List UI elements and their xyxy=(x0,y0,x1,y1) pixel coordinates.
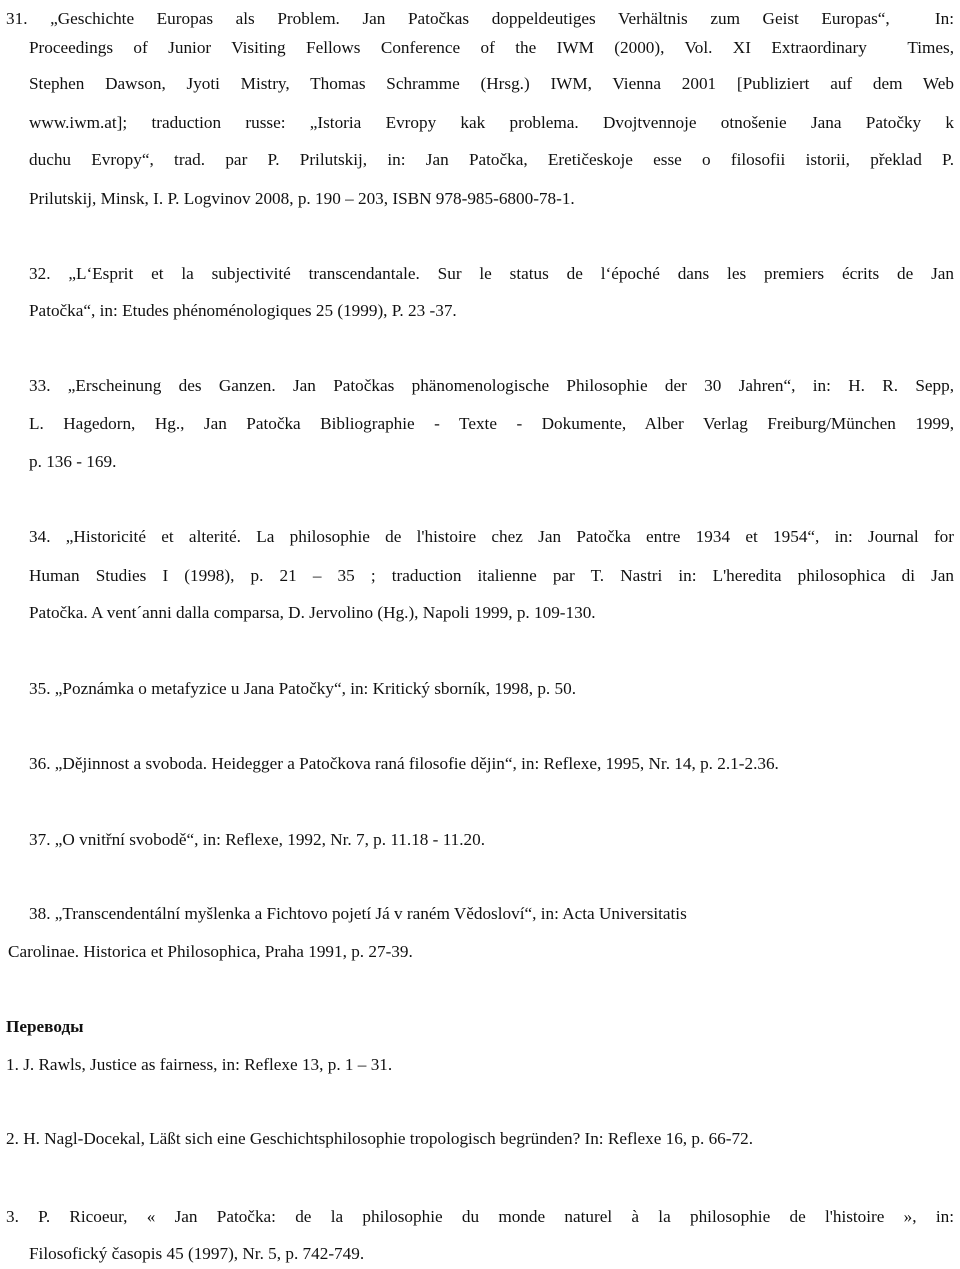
translation-2-line-1: 2. H. Nagl-Docekal, Läßt sich eine Geschichtsphilosophie tropologisch begründen? In: Reflexe 16, p. 66-72. xyxy=(6,1129,753,1148)
translation-1-line-1: 1. J. Rawls, Justice as fairness, in: Reflexe 13, p. 1 – 31. xyxy=(6,1055,393,1074)
entry-31-line-6: Prilutskij, Minsk, I. P. Logvinov 2008, p. 190 – 203, ISBN 978-985-6800-78-1. xyxy=(29,189,575,208)
entry-36-line-1: 36. „Dějinnost a svoboda. Heidegger a Patočkova raná filosofie dějin“, in: Reflexe, 1995, Nr. 14, p. 2.1-2.36. xyxy=(29,754,779,773)
entry-31-line-5: duchu Evropy“, trad. par P. Prilutskij, in: Jan Patočka, Eretičeskoje esse o filosofii istorii, překlad P. xyxy=(29,150,954,169)
entry-34-line-2: Human Studies I (1998), p. 21 – 35 ; traduction italienne par T. Nastri in: L'heredita philosophica di Jan xyxy=(29,566,954,585)
entry-34-line-3: Patočka. A vent´anni dalla comparsa, D. Jervolino (Hg.), Napoli 1999, p. 109-130. xyxy=(29,603,596,622)
entry-32-line-2: Patočka“, in: Etudes phénoménologiques 25 (1999), P. 23 -37. xyxy=(29,301,457,320)
entry-34-line-1: 34. „Historicité et alterité. La philosophie de l'histoire chez Jan Patočka entre 1934 et 1954“, in: Journal for xyxy=(29,527,954,546)
entry-33-line-3: p. 136 - 169. xyxy=(29,452,117,471)
entry-33-line-1: 33. „Erscheinung des Ganzen. Jan Patočkas phänomenologische Philosophie der 30 Jahren“, in: H. R. Sepp, xyxy=(29,376,954,395)
entry-31-line-4: www.iwm.at]; traduction russe: „Istoria Evropy kak problema. Dvojtvennoje otnošenie Jana Patočky k xyxy=(29,113,954,132)
entry-35-line-1: 35. „Poznámka o metafyzice u Jana Patočky“, in: Kritický sborník, 1998, p. 50. xyxy=(29,679,577,698)
entry-38-line-1: 38. „Transcendentální myšlenka a Fichtovo pojetí Já v raném Vědosloví“, in: Acta Universitatis xyxy=(29,904,687,923)
entry-32-line-1: 32. „L‘Esprit et la subjectivité transcendantale. Sur le status de l‘époché dans les premiers écrits de Jan xyxy=(29,264,954,283)
entry-37-line-1: 37. „O vnitřní svobodě“, in: Reflexe, 1992, Nr. 7, p. 11.18 - 11.20. xyxy=(29,830,486,849)
translation-3-line-1: 3. P. Ricoeur, « Jan Patočka: de la philosophie du monde naturel à la philosophie de l'histoire », in: xyxy=(6,1207,954,1226)
entry-31-line-3: Stephen Dawson, Jyoti Mistry, Thomas Schramme (Hrsg.) IWM, Vienna 2001 [Publiziert auf dem Web xyxy=(29,74,954,93)
entry-38-line-2: Carolinae. Historica et Philosophica, Praha 1991, p. 27-39. xyxy=(8,942,413,961)
entry-31-line-2: Proceedings of Junior Visiting Fellows Conference of the IWM (2000), Vol. XI Extraordinary Times, xyxy=(29,38,954,57)
translation-3-line-2: Filosofický časopis 45 (1997), Nr. 5, p. 742-749. xyxy=(29,1244,365,1263)
entry-31-line-1: 31. „Geschichte Europas als Problem. Jan Patočkas doppeldeutiges Verhältnis zum Geist Europas“, In: xyxy=(6,9,954,28)
entry-33-line-2: L. Hagedorn, Hg., Jan Patočka Bibliographie - Texte - Dokumente, Alber Verlag Freiburg/München 1999, xyxy=(29,414,954,433)
translations-heading: Переводы xyxy=(6,1017,84,1036)
